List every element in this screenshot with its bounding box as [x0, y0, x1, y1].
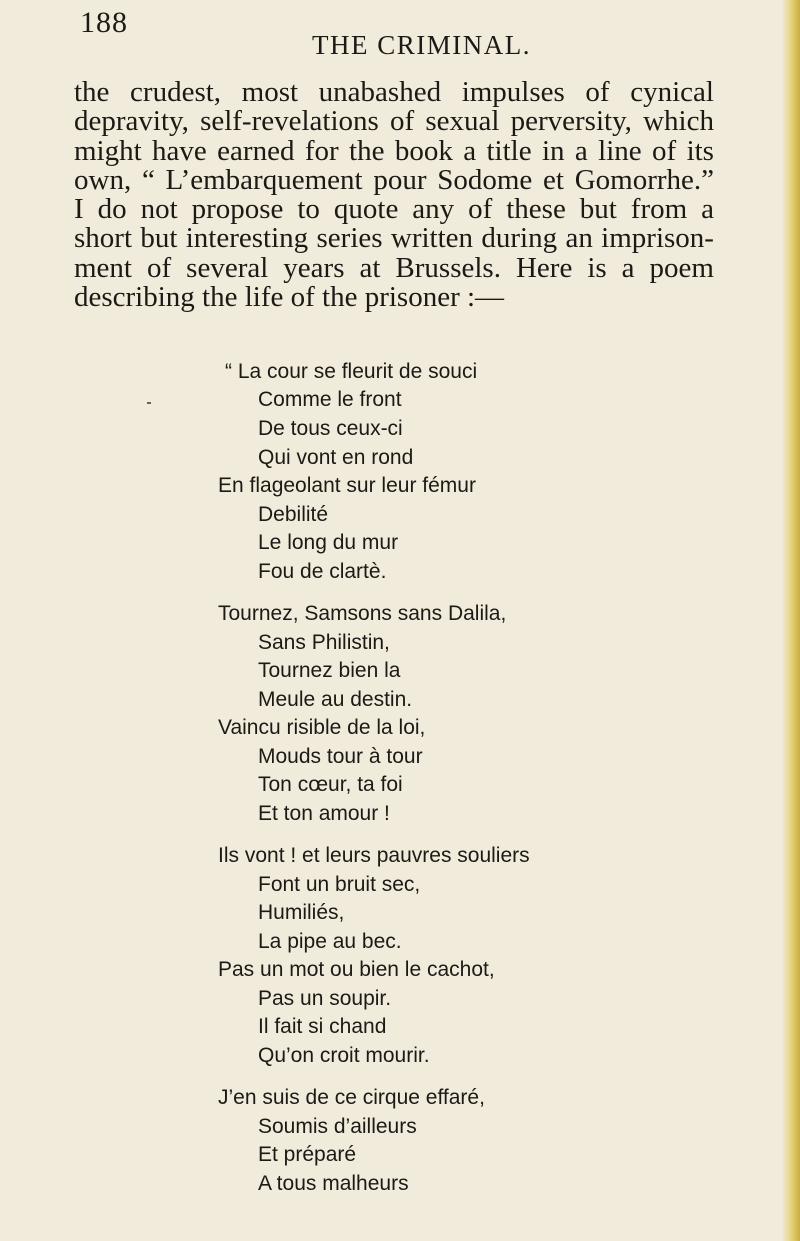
prose-word: the	[74, 76, 110, 108]
poem-line: Qui vont en rond	[258, 446, 414, 469]
poem-line: Meule au destin.	[258, 688, 413, 711]
poem-line: Font un bruit sec,	[258, 873, 421, 896]
prose-word: at	[359, 251, 381, 284]
prose-line	[74, 224, 714, 253]
prose-word: depravity,	[74, 105, 189, 138]
prose-line	[74, 163, 714, 196]
poem-line: Mouds tour à tour	[258, 745, 423, 768]
poem-line: Debilité	[258, 503, 329, 526]
prose-line: describing the life of the prisoner :—	[74, 281, 505, 314]
poem-line: Humiliés,	[258, 901, 345, 924]
poem-line: Le long du mur	[258, 531, 399, 554]
prose-word: ment	[74, 251, 132, 284]
prose-word: Brussels.	[395, 251, 501, 284]
poem-line: A tous malheurs	[258, 1172, 409, 1195]
prose-word: series	[316, 222, 383, 255]
poem-line: “ La cour se fleurit de souci	[225, 360, 478, 383]
prose-word: but	[140, 222, 178, 255]
prose-word: imprison-	[601, 222, 714, 255]
prose-word: propose	[191, 193, 284, 226]
prose-word: to	[297, 193, 320, 226]
prose-word: its	[686, 134, 714, 167]
page-edge	[782, 0, 800, 1241]
poem-line: De tous ceux-ci	[258, 417, 403, 440]
poem-line: Ton cœur, ta foi	[258, 773, 403, 796]
poem-line: Tournez bien la	[258, 659, 401, 682]
prose-word: cynical	[630, 76, 714, 108]
prose-line	[74, 195, 714, 224]
prose-word: an	[565, 222, 593, 255]
prose-word: Sodome	[437, 163, 533, 196]
poem-line: Sans Philistin,	[258, 631, 390, 654]
prose-line	[74, 78, 714, 107]
prose-word: perversity,	[510, 105, 632, 138]
prose-word: line	[598, 134, 642, 167]
ink-speck	[147, 402, 151, 404]
page-number: 188	[80, 6, 128, 39]
prose-word: own,	[74, 163, 132, 196]
prose-word: title	[486, 134, 532, 167]
prose-word: for	[304, 134, 339, 167]
prose-word: self-revelations	[200, 105, 379, 138]
prose-word: Here	[515, 251, 573, 284]
prose-word: of	[390, 105, 415, 138]
poem-line: Fou de clartè.	[258, 560, 387, 583]
poem-line: Ils vont ! et leurs pauvres souliers	[218, 844, 530, 867]
prose-word: might	[74, 134, 142, 167]
prose-word: a	[463, 134, 477, 167]
prose-word: have	[152, 134, 207, 167]
prose-word: book	[394, 134, 453, 167]
prose-word: unabashed	[318, 76, 442, 108]
prose-word: years	[283, 251, 345, 284]
prose-word: these	[506, 193, 566, 226]
poem-line: Pas un mot ou bien le cachot,	[218, 958, 495, 981]
poem-line: Et ton amour !	[258, 802, 390, 825]
poem-line: Tournez, Samsons sans Dalila,	[218, 602, 507, 625]
prose-word: written	[390, 222, 474, 255]
prose-line	[74, 134, 714, 167]
poem-line: Qu’on croit mourir.	[258, 1044, 430, 1067]
prose-word: “	[141, 163, 155, 196]
prose-word: not	[140, 193, 178, 226]
poem-line: Il fait si chand	[258, 1015, 387, 1038]
prose-word: et	[543, 163, 564, 196]
prose-word: several	[186, 251, 269, 284]
prose-word: a	[574, 134, 588, 167]
prose-word: of	[652, 134, 677, 167]
prose-word: impulses	[461, 76, 565, 108]
prose-word: of	[585, 76, 610, 108]
prose-word: L’embarquement	[165, 163, 363, 196]
poem-line: J’en suis de ce cirque effaré,	[218, 1086, 485, 1109]
prose-word: a	[701, 193, 714, 226]
prose-word: during	[481, 222, 558, 255]
prose-word: earned	[217, 134, 295, 167]
prose-word: do	[97, 193, 127, 226]
prose-word: crudest,	[130, 76, 222, 108]
prose-word: quote	[333, 193, 399, 226]
prose-word: sexual	[425, 105, 500, 138]
poem-line: Comme le front	[258, 388, 402, 411]
prose-line	[74, 107, 714, 136]
prose-word: a	[621, 251, 635, 284]
prose-paragraph	[74, 78, 714, 312]
prose-word: short	[74, 222, 132, 255]
poem-line: Vaincu risible de la loi,	[218, 716, 426, 739]
prose-word: the	[349, 134, 385, 167]
poem-line: La pipe au bec.	[258, 930, 402, 953]
prose-word: any	[412, 193, 455, 226]
prose-word: poem	[649, 251, 714, 284]
poem-line: Soumis d’ailleurs	[258, 1115, 417, 1138]
poem-line: Et préparé	[258, 1143, 357, 1166]
poem-line: Pas un soupir.	[258, 987, 392, 1010]
prose-line	[74, 251, 714, 284]
prose-word: but	[579, 193, 617, 226]
prose-word: Gomorrhe.”	[574, 163, 714, 196]
poem-line: En flageolant sur leur fémur	[218, 474, 476, 497]
prose-word: most	[241, 76, 299, 108]
prose-word: pour	[373, 163, 427, 196]
prose-word: from	[630, 193, 688, 226]
prose-word: of	[468, 193, 493, 226]
prose-word: interesting	[185, 222, 309, 255]
prose-word: is	[587, 251, 607, 284]
prose-word: I	[74, 193, 84, 226]
prose-word: of	[147, 251, 172, 284]
running-title: THE CRIMINAL.	[312, 30, 531, 60]
prose-word: in	[541, 134, 565, 167]
prose-word: which	[643, 105, 714, 138]
